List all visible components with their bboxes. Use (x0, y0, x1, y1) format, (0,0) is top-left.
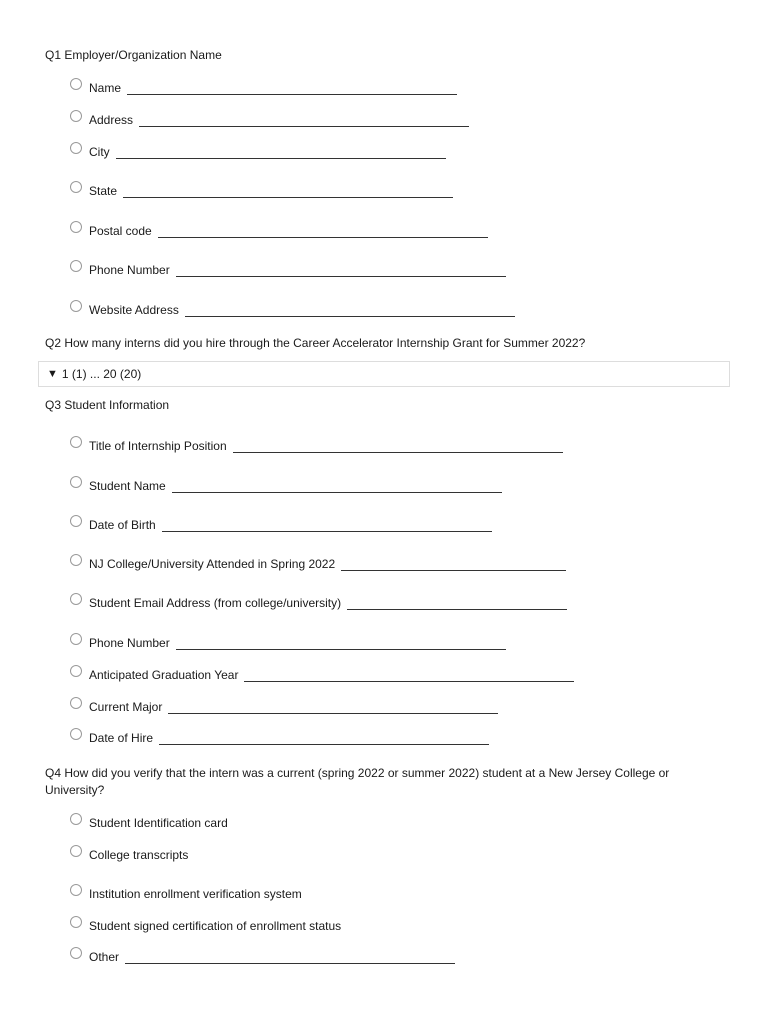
option-label: Name (89, 81, 122, 95)
option-label: Student signed certification of enrollment status (89, 919, 342, 933)
radio-button[interactable] (70, 916, 82, 928)
option-label: Date of Hire (89, 731, 154, 745)
text-blank[interactable] (116, 148, 446, 159)
q3-option-date-of-birth[interactable] (70, 516, 492, 534)
radio-button[interactable] (70, 515, 82, 527)
radio-button[interactable] (70, 110, 82, 122)
option-label: Current Major (89, 700, 163, 714)
q1-option-website-address[interactable] (70, 301, 515, 319)
q4-option-other[interactable] (70, 948, 455, 966)
text-blank[interactable] (341, 560, 566, 571)
q3-option-internship-title[interactable] (70, 437, 563, 455)
triangle-down-icon: ▼ (47, 368, 58, 380)
radio-button[interactable] (70, 78, 82, 90)
q4-option-student-id[interactable] (70, 814, 228, 832)
q1-option-name[interactable] (70, 79, 457, 97)
q3-option-student-email[interactable] (70, 594, 567, 612)
question-4-title-line2: University? (45, 783, 105, 797)
radio-button[interactable] (70, 813, 82, 825)
radio-button[interactable] (70, 593, 82, 605)
question-4-title-line1: Q4 How did you verify that the intern was a current (spring 2022 or summer 2022) student at a New Jersey College or (45, 766, 670, 780)
option-label: Other (89, 950, 120, 964)
q3-option-student-name[interactable] (70, 477, 502, 495)
option-label: State (89, 184, 118, 198)
radio-button[interactable] (70, 476, 82, 488)
radio-button[interactable] (70, 142, 82, 154)
option-label: NJ College/University Attended in Spring 2022 (89, 557, 336, 571)
text-blank[interactable] (162, 521, 492, 532)
option-label: Anticipated Graduation Year (89, 668, 239, 682)
q4-option-transcripts[interactable] (70, 846, 188, 864)
q4-option-enrollment-system[interactable] (70, 885, 302, 903)
text-blank[interactable] (176, 639, 506, 650)
radio-button[interactable] (70, 884, 82, 896)
radio-button[interactable] (70, 947, 82, 959)
q3-option-phone-number[interactable] (70, 634, 506, 652)
question-3-title: Q3 Student Information (45, 398, 170, 412)
interns-count-dropdown[interactable] (38, 361, 730, 387)
radio-button[interactable] (70, 633, 82, 645)
option-label: Student Email Address (from college/university) (89, 596, 342, 610)
question-1-title: Q1 Employer/Organization Name (45, 48, 222, 62)
text-blank[interactable] (159, 734, 489, 745)
radio-button[interactable] (70, 260, 82, 272)
radio-button[interactable] (70, 728, 82, 740)
text-blank[interactable] (158, 227, 488, 238)
q1-option-address[interactable] (70, 111, 469, 129)
text-blank[interactable] (176, 266, 506, 277)
text-blank[interactable] (185, 306, 515, 317)
text-blank[interactable] (347, 599, 567, 610)
text-blank[interactable] (168, 703, 498, 714)
option-label: Student Identification card (89, 816, 228, 830)
q3-option-date-of-hire[interactable] (70, 729, 489, 747)
q1-option-postal-code[interactable] (70, 222, 488, 240)
option-label: Institution enrollment verification system (89, 887, 302, 901)
radio-button[interactable] (70, 181, 82, 193)
radio-button[interactable] (70, 697, 82, 709)
text-blank[interactable] (125, 953, 455, 964)
option-label: College transcripts (89, 848, 189, 862)
text-blank[interactable] (139, 116, 469, 127)
dropdown-value: 1 (1) ... 20 (20) (61, 367, 142, 381)
option-label: Website Address (89, 303, 179, 317)
q3-option-graduation-year[interactable] (70, 666, 574, 684)
q1-option-city[interactable] (70, 143, 446, 161)
radio-button[interactable] (70, 554, 82, 566)
question-2-title: Q2 How many interns did you hire through the Career Accelerator Internship Grant for Summer 2022? (45, 336, 586, 350)
text-blank[interactable] (233, 442, 563, 453)
option-label: Phone Number (89, 636, 170, 650)
radio-button[interactable] (70, 300, 82, 312)
text-blank[interactable] (244, 671, 574, 682)
q3-option-college-attended[interactable] (70, 555, 566, 573)
q4-option-signed-certification[interactable] (70, 917, 341, 935)
radio-button[interactable] (70, 436, 82, 448)
question-4-title (45, 765, 669, 799)
option-label: City (89, 145, 110, 159)
q1-option-phone-number[interactable] (70, 261, 506, 279)
option-label: Address (89, 113, 134, 127)
option-label: Phone Number (89, 263, 170, 277)
option-label: Title of Internship Position (89, 439, 227, 453)
text-blank[interactable] (127, 84, 457, 95)
option-label: Student Name (89, 479, 166, 493)
q3-option-current-major[interactable] (70, 698, 498, 716)
text-blank[interactable] (172, 482, 502, 493)
radio-button[interactable] (70, 845, 82, 857)
q1-option-state[interactable] (70, 182, 453, 200)
option-label: Date of Birth (89, 518, 156, 532)
option-label: Postal code (89, 224, 152, 238)
radio-button[interactable] (70, 665, 82, 677)
text-blank[interactable] (123, 187, 453, 198)
radio-button[interactable] (70, 221, 82, 233)
